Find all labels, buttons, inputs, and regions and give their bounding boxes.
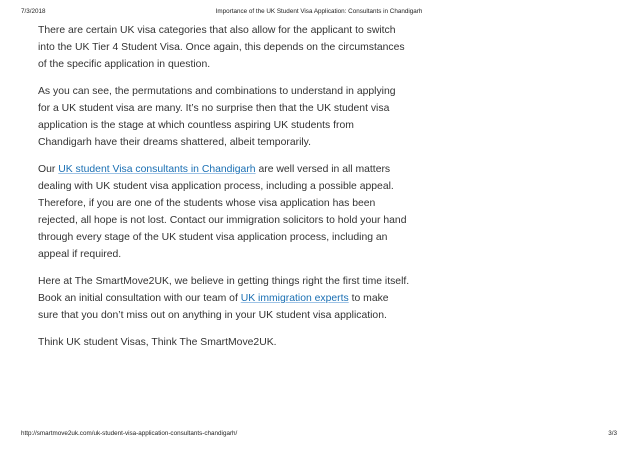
- print-header: [21, 8, 617, 18]
- paragraph-consultants-body: are well versed in all matters dealing with UK student visa application process, including a possible appeal. Therefore, if you are one of the students whose visa application has been rejected, all hope is not lost. Contact our immigration solicitors to hold your hand through every stage of the UK student visa application process, including an appeal if required.: [38, 164, 407, 260]
- page-number: 3/3: [608, 430, 617, 437]
- print-footer: [21, 430, 617, 440]
- link-uk-student-visa-consultants[interactable]: UK student Visa consultants in Chandigarh: [58, 164, 256, 175]
- paragraph-consultation: [38, 273, 410, 324]
- paragraph-tagline: Think UK student Visas, Think The SmartMove2UK.: [38, 337, 277, 348]
- paragraph-consultation-intro: Here at The SmartMove2UK, we believe in getting things right the first time itself. Book an initial consultation with our team of: [38, 276, 410, 304]
- paragraph-consultants: [38, 161, 410, 263]
- page-url: http://smartmove2uk.com/uk-student-visa-application-consultants-chandigarh/: [21, 430, 238, 437]
- paragraph-consultants-intro: Our: [38, 164, 59, 175]
- print-title: Importance of the UK Student Visa Application: Consultants in Chandigarh: [215, 8, 423, 15]
- article-body: [38, 22, 410, 361]
- print-date: 7/3/2018: [21, 8, 46, 15]
- paragraph-consultation-body: to make sure that you don’t miss out on anything in your UK student visa application.: [38, 293, 389, 321]
- link-uk-immigration-experts[interactable]: UK immigration experts: [240, 293, 349, 304]
- paragraph-visa-switch: There are certain UK visa categories that also allow for the applicant to switch into the UK Tier 4 Student Visa. Once again, this depends on the circumstances of the specific application in question.: [38, 25, 405, 70]
- paragraph-permutations: As you can see, the permutations and combinations to understand in applying for a UK student visa are many. It’s no surprise then that the UK student visa application is the stage at which countless aspiring UK students from Chandigarh have their dreams shattered, albeit temporarily.: [38, 86, 396, 148]
